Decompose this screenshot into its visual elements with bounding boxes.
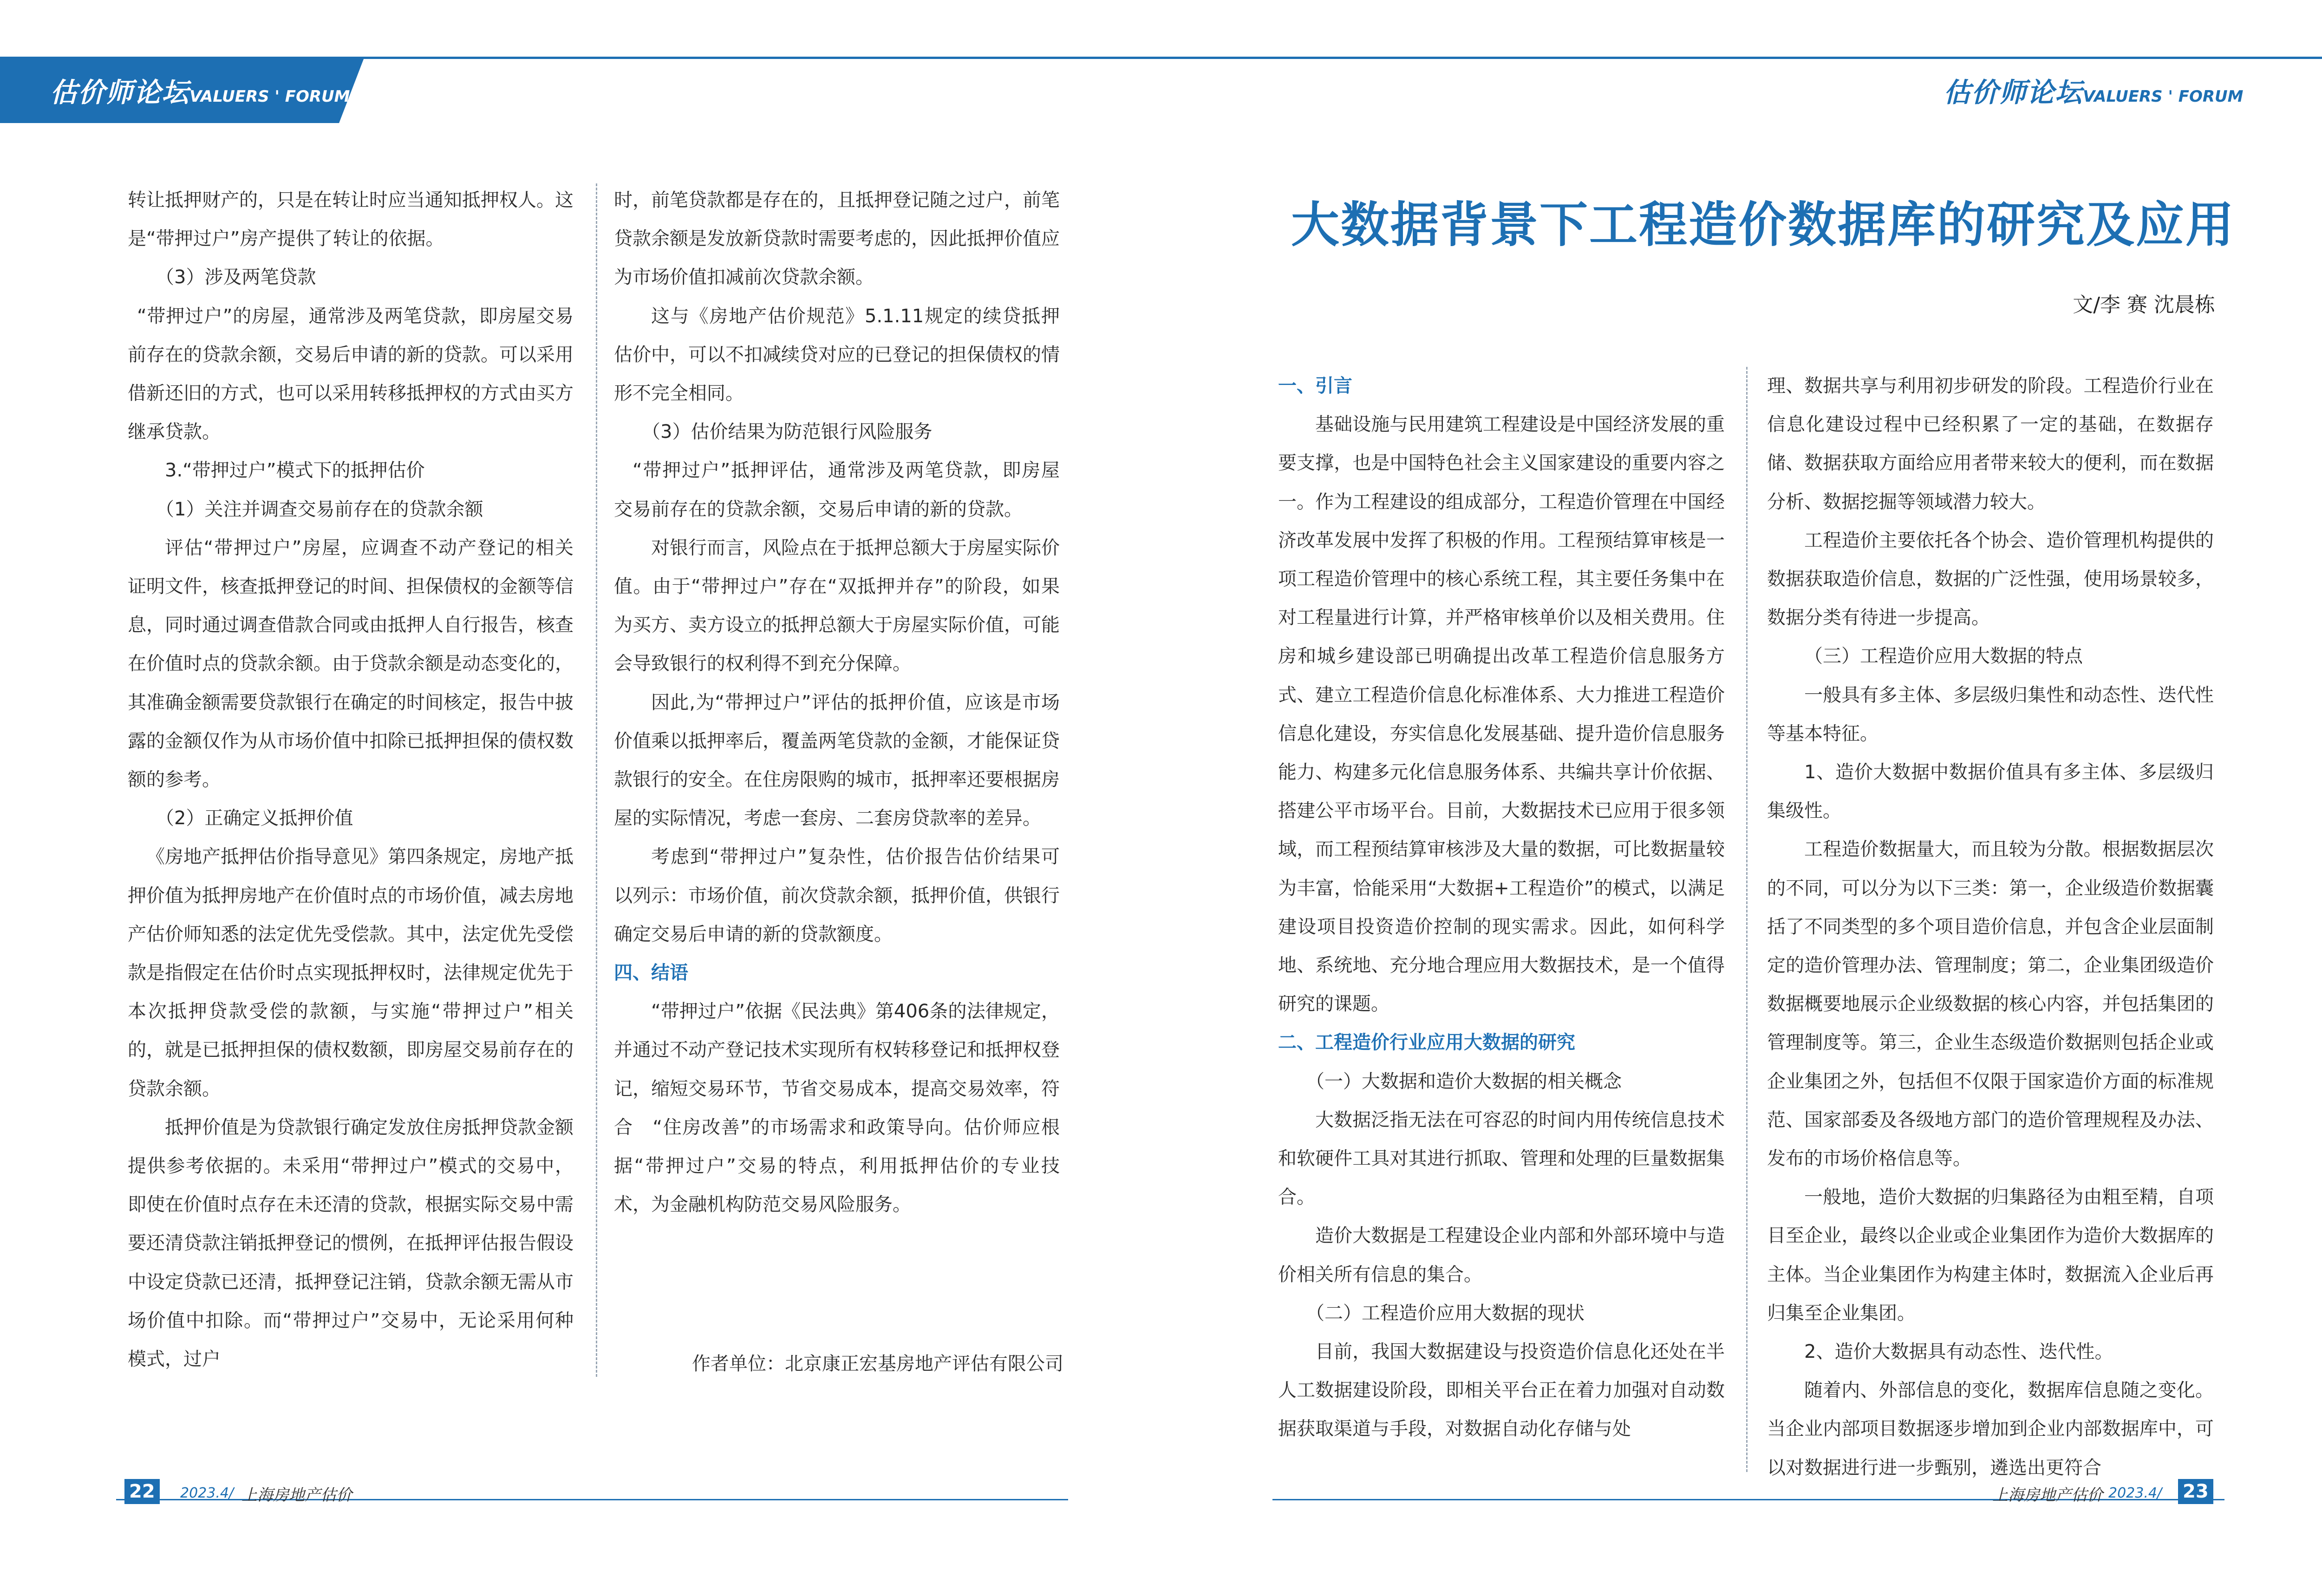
right-header (1944, 71, 2243, 110)
author-unit: 作者单位：北京康正宏基房地产评估有限公司 (692, 1353, 1063, 1375)
subheading: 3.“带押过户”模式下的抵押估价 (165, 460, 425, 482)
section-heading: 一、引言 (1278, 375, 1352, 397)
paragraph: 时，前笔贷款都是存在的，且抵押登记随之过户，前笔贷款余额是发放新贷款时需要考虑的，因此抵押价值应为市场价值扣减前次贷款余额。 (614, 189, 1060, 288)
section-heading: 四、结语 (614, 962, 688, 984)
paragraph: 大数据泛指无法在可容忍的时间内用传统信息技术和软硬件工具对其进行抓取、管理和处理的巨量数据集合。 (1278, 1109, 1725, 1208)
paragraph: 目前，我国大数据建设与投资造价信息化还处在半人工数据建设阶段，即相关平台正在着力加强对自动数据获取渠道与手段，对数据自动化存储与处 (1278, 1341, 1725, 1440)
paragraph: 随着内、外部信息的变化，数据库信息随之变化。当企业内部项目数据逐步增加到企业内部数据库中，可以对数据进行进一步甄别，遴选出更符合 (1767, 1380, 2214, 1479)
header-en: VALUERS ' FORUM (2083, 87, 2244, 106)
paragraph: 造价大数据是工程建设企业内部和外部环境中与造价相关所有信息的集合。 (1278, 1225, 1725, 1285)
paragraph: “带押过户”抵押评估，通常涉及两笔贷款，即房屋交易前存在的贷款余额，交易后申请的新的贷款。 (614, 460, 1060, 520)
subheading: （一）大数据和造价大数据的相关概念 (1306, 1070, 1622, 1092)
paragraph: 一般具有多主体、多层级归集性和动态性、迭代性等基本特征。 (1767, 684, 2214, 744)
footer-date: 2023.4/ (2108, 1485, 2162, 1501)
magazine-logo: 上海房地产估价 (1992, 1486, 2103, 1505)
subheading: （三）工程造价应用大数据的特点 (1804, 645, 2083, 667)
header-cn: 估价师论坛 (50, 77, 190, 108)
subheading: （二）工程造价应用大数据的现状 (1306, 1302, 1585, 1324)
left-column-2 (614, 181, 1060, 1224)
subheading: （3）涉及两笔贷款 (156, 267, 316, 288)
left-column-1 (128, 181, 574, 1379)
left-header (50, 71, 350, 110)
page-number: 22 (124, 1479, 160, 1504)
paragraph: 抵押价值是为贷款银行确定发放住房抵押贷款金额提供参考依据的。未采用“带押过户”模式的交易中，即使在价值时点存在未还清的贷款，根据实际交易中需要还清贷款注销抵押登记的惯例，在抵押评估报告假设中设定贷款已还清，抵押登记注销，贷款余额无需从市场价值中扣除。而“带押过户”交易中，无论采用何种模式，过户 (128, 1116, 574, 1370)
column-divider (596, 183, 597, 1377)
magazine-logo: 上海房地产估价 (241, 1486, 352, 1505)
paragraph: 评估“带押过户”房屋，应调查不动产登记的相关证明文件，核查抵押登记的时间、担保债权的金额等信息，同时通过调查借款合同或由抵押人自行报告，核查在价值时点的贷款余额。由于贷款余额是动态变化的，其准确金额需要贷款银行在确定的时间核定，报告中披露的金额仅作为从市场价值中扣除已抵押担保的债权数额的参考。 (128, 537, 574, 791)
paragraph: “带押过户”的房屋，通常涉及两笔贷款，即房屋交易前存在的贷款余额，交易后申请的新的贷款。可以采用借新还旧的方式，也可以采用转移抵押权的方式由买方继承贷款。 (128, 305, 574, 443)
subheading: 1、造价大数据中数据价值具有多主体、多层级归集级性。 (1767, 762, 2214, 822)
paragraph: 《房地产抵押估价指导意见》第四条规定，房地产抵押价值为抵押房地产在价值时点的市场价值，减去房地产估价师知悉的法定优先受偿款。其中，法定优先受偿款是指假定在估价时点实现抵押权时，法律规定优先于本次抵押贷款受偿的款额，与实施“带押过户”相关的，就是已抵押担保的债权数额，即房屋交易前存在的贷款余额。 (128, 846, 574, 1100)
paragraph: 工程造价数据量大，而且较为分散。根据数据层次的不同，可以分为以下三类：第一，企业级造价数据囊括了不同类型的多个项目造价信息，并包含企业层面制定的造价管理办法、管理制度；第二，企业集团级造价数据概要地展示企业级数据的核心内容，并包括集团的管理制度等。第三，企业生态级造价数据则包括企业或企业集团之外，包括但不仅限于国家造价方面的标准规范、国家部委及各级地方部门的造价管理规程及办法、发布的市场价格信息等。 (1767, 839, 2214, 1170)
footer-date: 2023.4/ (180, 1485, 234, 1501)
section-heading: 二、工程造价行业应用大数据的研究 (1278, 1032, 1575, 1054)
subheading: （1）关注并调查交易前存在的贷款余额 (156, 498, 483, 520)
subheading: （3）估价结果为防范银行风险服务 (642, 421, 933, 443)
article-title: 大数据背景下工程造价数据库的研究及应用 (1291, 196, 2236, 253)
right-column-1 (1278, 367, 1725, 1449)
paragraph: 这与《房地产估价规范》5.1.11规定的续贷抵押估价中，可以不扣减续贷对应的已登记的担保债权的情形不完全相同。 (614, 305, 1060, 404)
paragraph: 基础设施与民用建筑工程建设是中国经济发展的重要支撑，也是中国特色社会主义国家建设的重要内容之一。作为工程建设的组成部分，工程造价管理在中国经济改革发展中发挥了积极的作用。工程预结算审核是一项工程造价管理中的核心系统工程，其主要任务集中在对工程量进行计算，并严格审核单价以及相关费用。住房和城乡建设部已明确提出改革工程造价信息服务方式、建立工程造价信息化标准体系、大力推进工程造价信息化建设，夯实信息化发展基础、提升造价信息服务能力、构建多元化信息服务体系、共编共享计价依据、搭建公平市场平台。目前，大数据技术已应用于很多领域，而工程预结算审核涉及大量的数据，可比数据量较为丰富，恰能采用“大数据+工程造价”的模式，以满足建设项目投资造价控制的现实需求。因此，如何科学地、系统地、充分地合理应用大数据技术，是一个值得研究的课题。 (1278, 414, 1725, 1015)
right-column-2 (1767, 367, 2214, 1487)
article-byline: 文/李 赛 沈晨栋 (2073, 293, 2215, 317)
paragraph: 一般地，造价大数据的归集路径为由粗至精，自项目至企业，最终以企业或企业集团作为造价大数据库的主体。当企业集团作为构建主体时，数据流入企业后再归集至企业集团。 (1767, 1186, 2214, 1324)
paragraph: 转让抵押财产的，只是在转让时应当通知抵押权人。这是“带押过户”房产提供了转让的依据。 (128, 189, 574, 250)
page-number: 23 (2178, 1479, 2213, 1504)
paragraph: “带押过户”依据《民法典》第406条的法律规定，并通过不动产登记技术实现所有权转移登记和抵押权登记，缩短交易环节，节省交易成本，提高交易效率，符合 “住房改善”的市场需求和政策导向。估价师应根据“带押过户”交易的特点，利用抵押估价的专业技术，为金融机构防范交易风险服务。 (614, 1001, 1060, 1216)
header-en: VALUERS ' FORUM (189, 87, 350, 106)
paragraph: 考虑到“带押过户”复杂性，估价报告估价结果可以列示：市场价值，前次贷款余额，抵押价值，供银行确定交易后申请的新的贷款额度。 (614, 846, 1060, 945)
subheading: 2、造价大数据具有动态性、迭代性。 (1804, 1341, 2113, 1363)
paragraph: 工程造价主要依托各个协会、造价管理机构提供的数据获取造价信息，数据的广泛性强，使用场景较多，数据分类有待进一步提高。 (1767, 529, 2214, 629)
column-divider (1746, 367, 1748, 1472)
header-cn: 估价师论坛 (1944, 77, 2083, 108)
paragraph: 理、数据共享与利用初步研发的阶段。工程造价行业在信息化建设过程中已经积累了一定的基础，在数据存储、数据获取方面给应用者带来较大的便利，而在数据分析、数据挖掘等领域潜力较大。 (1767, 375, 2214, 513)
paragraph: 因此,为“带押过户”评估的抵押价值，应该是市场价值乘以抵押率后，覆盖两笔贷款的金额，才能保证贷款银行的安全。在住房限购的城市，抵押率还要根据房屋的实际情况，考虑一套房、二套房贷款率的差异。 (614, 691, 1060, 829)
paragraph: 对银行而言，风险点在于抵押总额大于房屋实际价值。由于“带押过户”存在“双抵押并存”的阶段，如果为买方、卖方设立的抵押总额大于房屋实际价值，可能会导致银行的权利得不到充分保障。 (614, 537, 1060, 675)
subheading: （2）正确定义抵押价值 (156, 808, 353, 829)
